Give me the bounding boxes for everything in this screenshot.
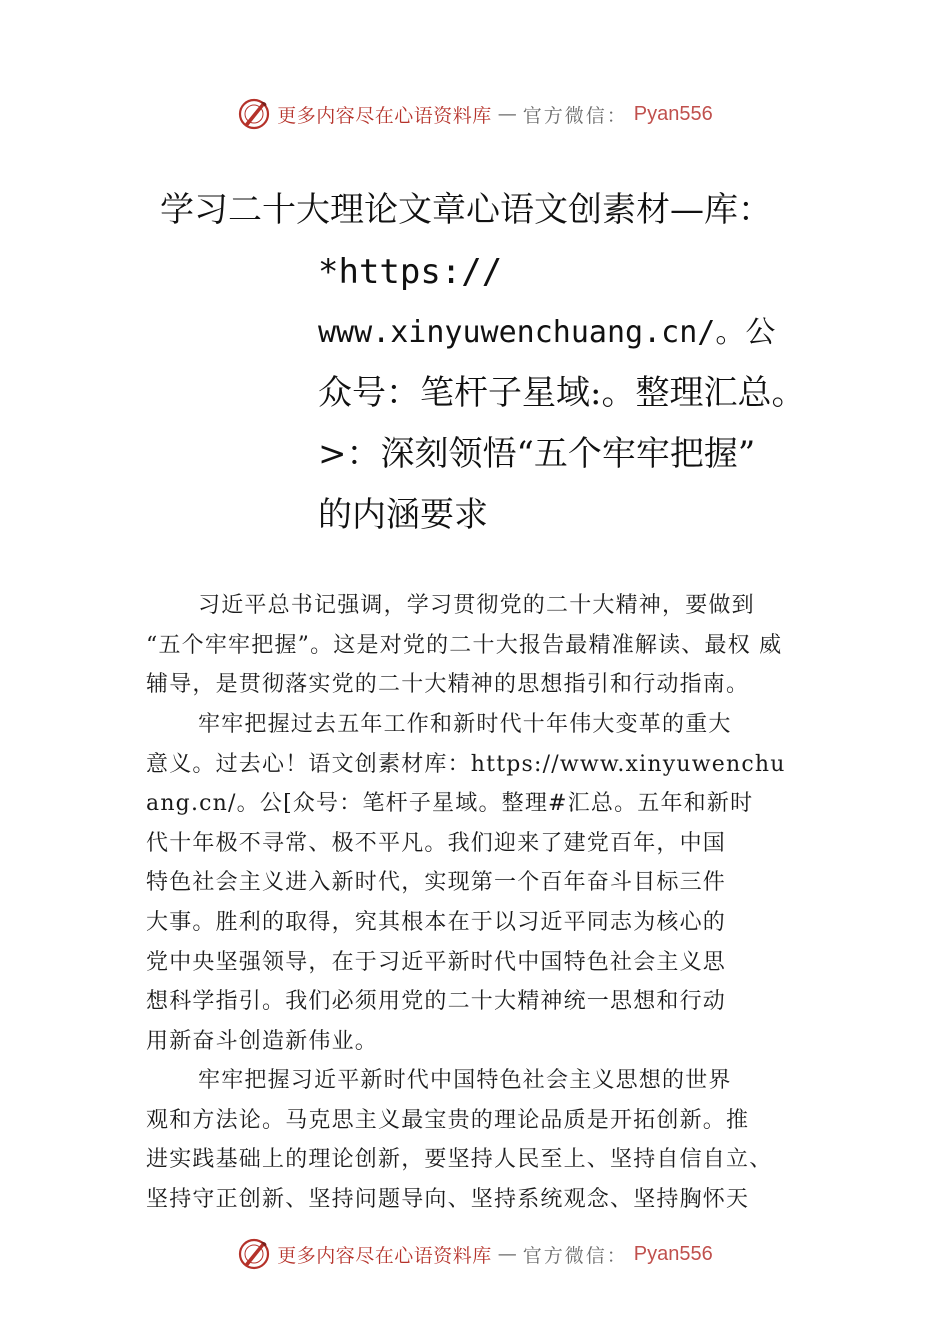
banner-wechat-id: Pyan556 [633,1242,713,1265]
title-line: 众号：笔杆子星域:。整理汇总。 [318,373,806,413]
quill-seal-icon [237,97,271,131]
paragraph [146,705,810,1061]
text-line: 用新奋斗创造新伟业。 [146,1028,379,1054]
text-line: “五个牢牢把握”。这是对党的二十大报告最精准解读、最权 威 [146,632,783,658]
quill-seal-icon [237,1237,271,1271]
text-line: 大事。胜利的取得，究其根本在于以习近平同志为核心的 [146,909,727,935]
text-line: 观和方法论。马克思主义最宝贵的理论品质是开拓创新。推 [146,1107,750,1133]
banner-wechat-label: 官方微信： [522,1244,628,1267]
text-line: 意义。过去心！语文创素材库：https://www.xinyuwenchu [146,751,786,777]
banner-text: 更多内容尽在心语资料库 [277,1244,492,1267]
title-line: 学习二十大理论文章心语文创素材—库： [160,190,772,230]
title-line: www.xinyuwenchuang.cn/。公 [318,315,776,350]
banner-text: 更多内容尽在心语资料库 [277,104,492,127]
text-line: 牢牢把握过去五年工作和新时代十年伟大变革的重大 [198,712,732,737]
header-banner [0,94,950,134]
banner-separator: — [497,1243,517,1265]
text-line: 辅导，是贯彻落实党的二十大精神的思想指引和行动指南。 [146,672,750,698]
text-line: 坚持守正创新、坚持问题导向、坚持系统观念、坚持胸怀天 [146,1186,750,1212]
title-line: 的内涵要求 [318,495,488,535]
text-line: 习近平总书记强调，学习贯彻党的二十大精神，要做到 [198,593,755,618]
text-line: 特色社会主义进入新时代，实现第一个百年奋斗目标三件 [146,870,727,896]
title-line: *https:// [318,252,503,292]
paragraph [146,586,810,705]
text-line: ang.cn/。公[众号：笔杆子星域。整理#汇总。五年和新时 [146,791,754,817]
title-line: >：深刻领悟“五个牢牢把握” [318,434,756,474]
banner-wechat-label: 官方微信： [522,104,628,127]
paragraph [146,1061,810,1219]
banner-separator: — [497,103,517,125]
banner-wechat-id: Pyan556 [633,102,713,125]
footer-banner [0,1234,950,1274]
text-line: 进实践基础上的理论创新，要坚持人民至上、坚持自信自立、 [146,1147,773,1173]
text-line: 想科学指引。我们必须用党的二十大精神统一思想和行动 [146,989,727,1015]
text-line: 党中央坚强领导，在于习近平新时代中国特色社会主义思 [146,949,727,975]
text-line: 牢牢把握习近平新时代中国特色社会主义思想的世界 [198,1068,732,1093]
text-line: 代十年极不寻常、极不平凡。我们迎来了建党百年，中国 [146,830,727,856]
